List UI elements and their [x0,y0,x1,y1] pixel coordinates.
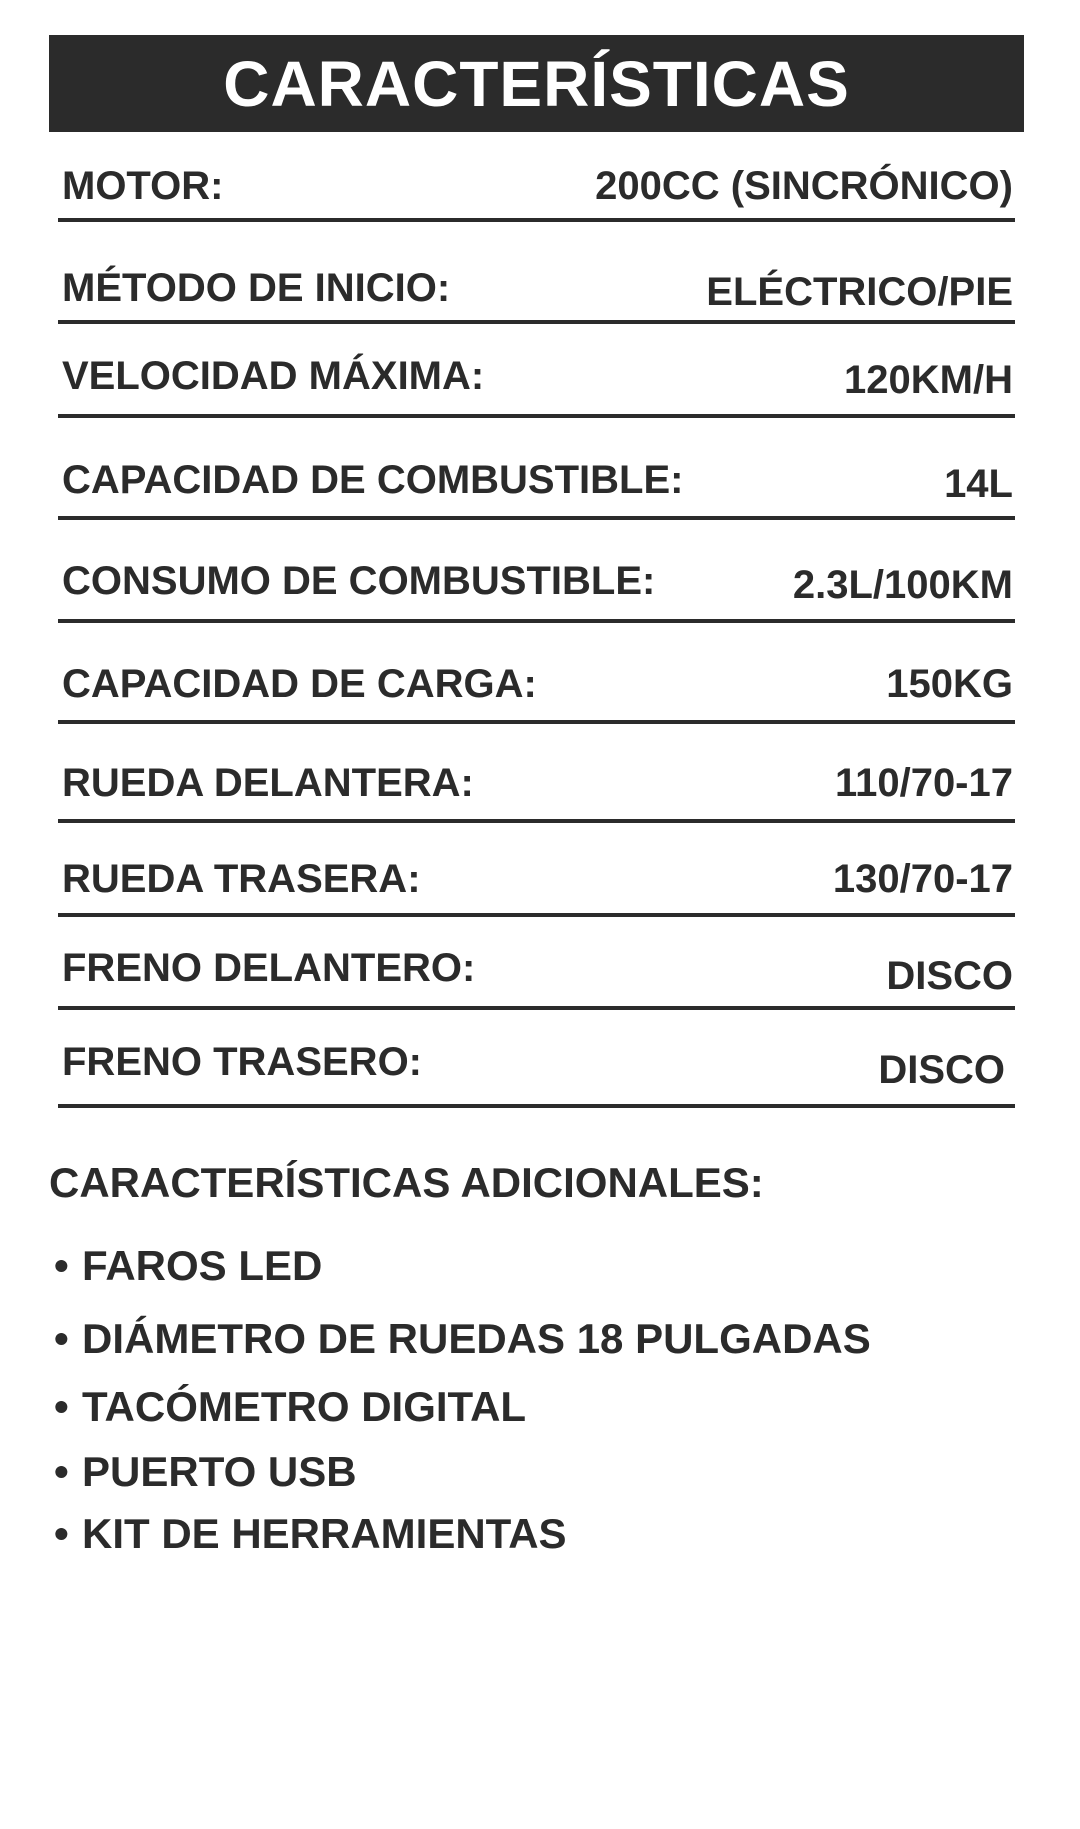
spec-label: FRENO TRASERO: [62,1040,422,1084]
spec-label: CAPACIDAD DE COMBUSTIBLE: [62,458,684,502]
bullet-icon: • [54,1448,69,1495]
list-item [54,1315,871,1362]
spec-row-fuel-capacity [58,424,1015,520]
spec-value: 150KG [886,662,1013,706]
bullet-icon: • [54,1510,69,1557]
title-banner [49,35,1024,132]
spec-label: CONSUMO DE COMBUSTIBLE: [62,559,656,603]
spec-row-front-wheel [58,727,1015,823]
spec-label: VELOCIDAD MÁXIMA: [62,354,485,398]
spec-label: RUEDA DELANTERA: [62,761,474,805]
spec-value: 14L [944,462,1013,506]
list-item-text: TACÓMETRO DIGITAL [82,1383,527,1430]
spec-row-motor [58,126,1015,222]
bullet-icon: • [54,1315,69,1362]
list-item [54,1510,567,1557]
spec-label: MOTOR: [62,164,224,208]
bullet-icon: • [54,1242,69,1289]
spec-value: 130/70-17 [832,857,1013,901]
list-item-text: PUERTO USB [82,1448,357,1495]
list-item [54,1242,323,1289]
spec-value: 110/70-17 [835,761,1013,805]
spec-row-fuel-consumption [58,527,1015,623]
spec-label: CAPACIDAD DE CARGA: [62,662,537,706]
list-item [54,1448,357,1495]
bullet-icon: • [54,1383,69,1430]
list-item-text: DIÁMETRO DE RUEDAS 18 PULGADAS [82,1315,871,1362]
page-title: CARACTERÍSTICAS [223,47,850,120]
spec-row-max-speed [58,322,1015,418]
spec-value: 200CC (SINCRÓNICO) [595,164,1013,208]
spec-value: DISCO [886,954,1013,998]
spec-row-start-method [58,228,1015,324]
list-item-text: FAROS LED [82,1242,323,1289]
spec-row-rear-wheel [58,821,1015,917]
spec-value: DISCO [878,1048,1005,1092]
list-item [54,1383,527,1430]
spec-row-load-capacity [58,628,1015,724]
spec-row-rear-brake [58,1012,1015,1108]
spec-label: MÉTODO DE INICIO: [62,266,451,310]
list-item-text: KIT DE HERRAMIENTAS [82,1510,567,1557]
spec-row-front-brake [58,914,1015,1010]
spec-value: ELÉCTRICO/PIE [706,270,1013,314]
spec-value: 2.3L/100KM [792,563,1013,607]
spec-value: 120KM/H [844,358,1013,402]
spec-label: FRENO DELANTERO: [62,946,476,990]
spec-label: RUEDA TRASERA: [62,857,421,901]
extras-heading: CARACTERÍSTICAS ADICIONALES: [49,1159,764,1206]
